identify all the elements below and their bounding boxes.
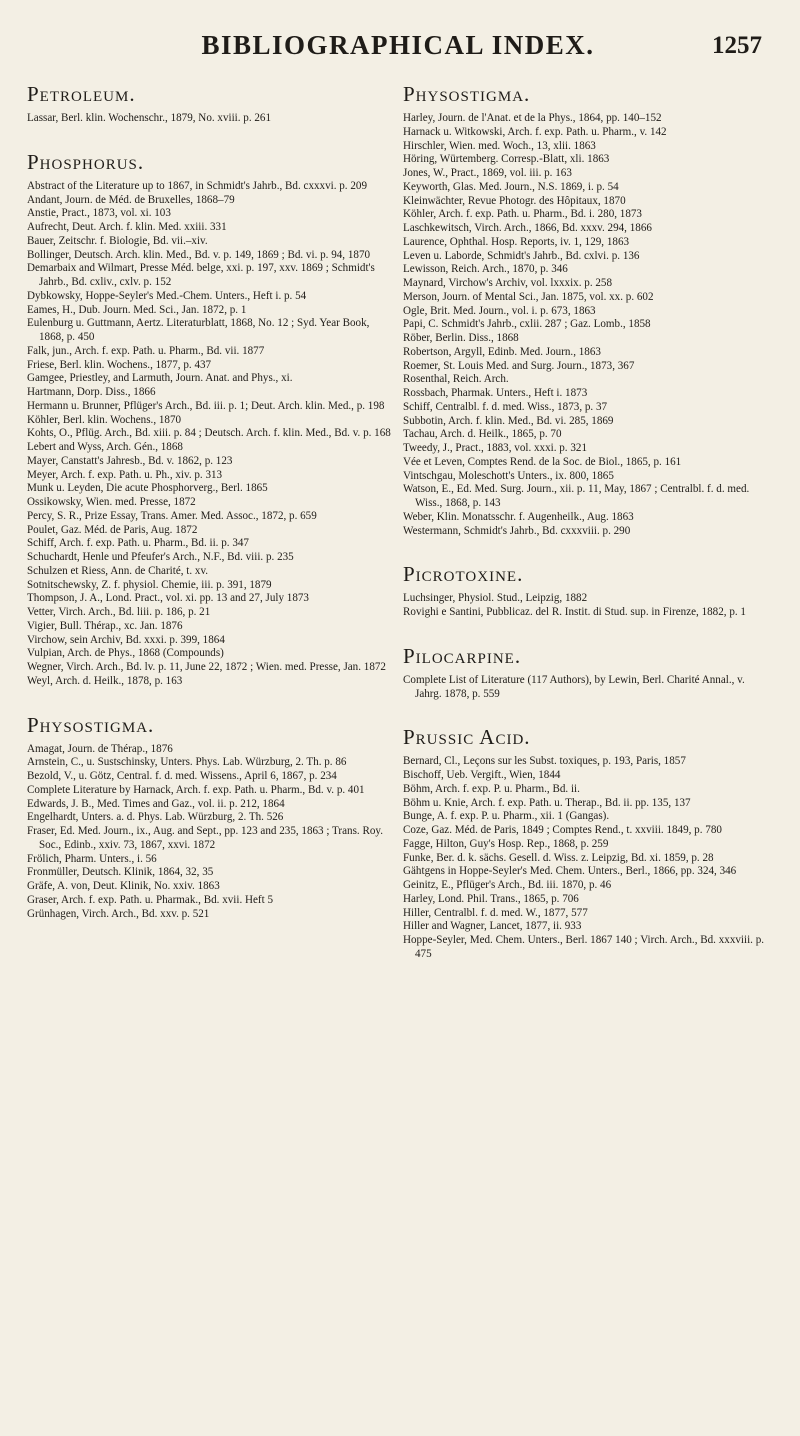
bibliography-entry: Kohts, O., Pflüg. Arch., Bd. xiii. p. 84 ; Deutsch. Arch. f. klin. Med., Bd. v. p. 168 bbox=[27, 427, 391, 440]
bibliography-entry: Tweedy, J., Pract., 1883, vol. xxxi. p. 321 bbox=[403, 442, 587, 454]
entry-list bbox=[403, 674, 768, 702]
bibliography-entry: Dybkowsky, Hoppe-Seyler's Med.-Chem. Unters., Heft i. p. 54 bbox=[27, 289, 307, 302]
bibliography-entry: Ogle, Brit. Med. Journ., vol. i. p. 673, 1863 bbox=[403, 304, 596, 317]
index-section-phosphorus bbox=[27, 150, 392, 689]
bibliography-entry: Bunge, A. f. exp. P. u. Pharm., xii. 1 (Gangas). bbox=[403, 810, 610, 823]
bibliography-entry: Anstie, Pract., 1873, vol. xi. 103 bbox=[27, 207, 171, 220]
bibliography-entry: Ossikowsky, Wien. med. Presse, 1872 bbox=[27, 496, 196, 508]
section-heading: Petroleum. bbox=[27, 82, 136, 106]
bibliography-entry: Robertson, Argyll, Edinb. Med. Journ., 1863 bbox=[403, 345, 601, 358]
bibliography-entry: Jones, W., Pract., 1869, vol. iii. p. 163 bbox=[403, 167, 572, 179]
bibliography-entry: Eames, H., Dub. Journ. Med. Sci., Jan. 1872, p. 1 bbox=[27, 303, 247, 316]
bibliography-entry: Westermann, Schmidt's Jahrb., Bd. cxxxviii. p. 290 bbox=[403, 524, 631, 537]
bibliography-entry: Böhm, Arch. f. exp. P. u. Pharm., Bd. ii. bbox=[403, 782, 580, 795]
running-title: BIBLIOGRAPHICAL INDEX. bbox=[201, 30, 595, 60]
bibliography-entry: Funke, Ber. d. k. sächs. Gesell. d. Wiss. z. Leipzig, Bd. xi. 1859, p. 28 bbox=[403, 851, 714, 864]
bibliography-entry: Rovighi e Santini, Pubblicaz. del R. Instit. di Stud. sup. in Firenze, 1882, p. 1 bbox=[403, 606, 746, 618]
bibliography-entry: Bauer, Zeitschr. f. Biologie, Bd. vii.–xiv. bbox=[27, 234, 208, 247]
bibliography-entry: Papi, C. Schmidt's Jahrb., cxlii. 287 ; Gaz. Lomb., 1858 bbox=[403, 318, 651, 331]
bibliography-entry: Grünhagen, Virch. Arch., Bd. xxv. p. 521 bbox=[27, 907, 210, 920]
bibliography-entry: Abstract of the Literature up to 1867, in Schmidt's Jahrb., Bd. cxxxvi. p. 209 bbox=[27, 179, 367, 192]
bibliography-entry: Poulet, Gaz. Méd. de Paris, Aug. 1872 bbox=[27, 523, 198, 536]
bibliography-entry: Lebert and Wyss, Arch. Gén., 1868 bbox=[27, 441, 183, 453]
bibliography-entry: Bezold, V., u. Götz, Central. f. d. med. Wissens., April 6, 1867, p. 234 bbox=[27, 770, 337, 782]
entry-list bbox=[27, 743, 392, 922]
bibliography-entry: Harley, Journ. de l'Anat. et de la Phys., 1864, pp. 140–152 bbox=[403, 112, 662, 124]
section-heading: Physostigma. bbox=[27, 712, 155, 737]
bibliography-entry: Watson, E., Ed. Med. Surg. Journ., xii. p. 11, May, 1867 ; Centralbl. f. d. med. Wiss., 1868, p. 143 bbox=[403, 483, 750, 509]
index-section-pilocarpine bbox=[403, 644, 768, 702]
index-section-physostigma bbox=[27, 713, 392, 922]
bibliography-entry: Hiller, Centralbl. f. d. med. W., 1877, 577 bbox=[403, 906, 588, 919]
bibliography-entry: Bischoff, Ueb. Vergift., Wien, 1844 bbox=[403, 769, 561, 781]
index-section-prussic-acid bbox=[403, 725, 768, 961]
bibliography-entry: Amagat, Journ. de Thérap., 1876 bbox=[27, 742, 173, 755]
bibliography-entry: Demarbaix and Wilmart, Presse Méd. belge, xxi. p. 197, xxv. 1869 ; Schmidt's Jahrb., Bd. cxliv., cxlv. p. 152 bbox=[27, 262, 375, 288]
bibliography-entry: Vulpian, Arch. de Phys., 1868 (Compounds) bbox=[27, 647, 224, 660]
bibliography-entry: Sotnitschewsky, Z. f. physiol. Chemie, iii. p. 391, 1879 bbox=[27, 578, 272, 591]
bibliography-entry: Tachau, Arch. d. Heilk., 1865, p. 70 bbox=[403, 428, 562, 441]
bibliography-entry: Meyer, Arch. f. exp. Path. u. Ph., xiv. p. 313 bbox=[27, 468, 223, 481]
bibliography-entry: Vée et Leven, Comptes Rend. de la Soc. de Biol., 1865, p. 161 bbox=[403, 455, 682, 468]
bibliography-entry: Frölich, Pharm. Unters., i. 56 bbox=[27, 852, 157, 865]
right-column bbox=[403, 82, 768, 962]
bibliography-entry: Falk, jun., Arch. f. exp. Path. u. Pharm., Bd. vii. 1877 bbox=[27, 344, 265, 357]
bibliography-entry: Complete Literature by Harnack, Arch. f. exp. Path. u. Pharm., Bd. v. p. 401 bbox=[27, 783, 365, 796]
bibliography-entry: Vigier, Bull. Thérap., xc. Jan. 1876 bbox=[27, 619, 183, 632]
bibliography-entry: Andant, Journ. de Méd. de Bruxelles, 1868–79 bbox=[27, 193, 235, 206]
entry-list bbox=[403, 112, 768, 538]
bibliography-entry: Leven u. Laborde, Schmidt's Jahrb., Bd. cxlvi. p. 136 bbox=[403, 249, 640, 262]
bibliography-entry: Graser, Arch. f. exp. Path. u. Pharmak., Bd. xvii. Heft 5 bbox=[27, 893, 274, 906]
left-column bbox=[27, 82, 392, 921]
bibliography-entry: Hoppe-Seyler, Med. Chem. Unters., Berl. 1867 140 ; Virch. Arch., Bd. xxxviii. p. 475 bbox=[403, 934, 765, 960]
bibliography-entry: Köhler, Arch. f. exp. Path. u. Pharm., Bd. i. 280, 1873 bbox=[403, 208, 642, 221]
bibliography-entry: Harley, Lond. Phil. Trans., 1865, p. 706 bbox=[403, 892, 579, 905]
bibliography-entry: Harnack u. Witkowski, Arch. f. exp. Path. u. Pharm., v. 142 bbox=[403, 125, 667, 138]
bibliography-entry: Rosenthal, Reich. Arch. bbox=[403, 373, 509, 386]
bibliography-entry: Luchsinger, Physiol. Stud., Leipzig, 1882 bbox=[403, 592, 588, 605]
section-heading: Phosphorus. bbox=[27, 149, 145, 174]
running-head bbox=[0, 30, 800, 70]
bibliography-entry: Percy, S. R., Prize Essay, Trans. Amer. Med. Assoc., 1872, p. 659 bbox=[27, 509, 317, 522]
bibliography-entry: Weyl, Arch. d. Heilk., 1878, p. 163 bbox=[27, 674, 183, 687]
bibliography-entry: Friese, Berl. klin. Wochens., 1877, p. 437 bbox=[27, 358, 212, 371]
section-heading: Picrotoxine. bbox=[403, 562, 524, 587]
bibliography-entry: Lassar, Berl. klin. Wochenschr., 1879, No. xviii. p. 261 bbox=[27, 112, 272, 124]
bibliography-entry: Röber, Berlin. Diss., 1868 bbox=[403, 332, 519, 344]
bibliography-entry: Fronmüller, Deutsch. Klinik, 1864, 32, 35 bbox=[27, 866, 214, 879]
bibliography-entry: Gräfe, A. von, Deut. Klinik, No. xxiv. 1863 bbox=[27, 880, 220, 892]
section-heading: Prussic Acid. bbox=[403, 725, 531, 750]
bibliography-entry: Schuchardt, Henle und Pfeufer's Arch., N.F., Bd. viii. p. 235 bbox=[27, 551, 294, 563]
bibliography-entry: Coze, Gaz. Méd. de Paris, 1849 ; Comptes Rend., t. xxviii. 1849, p. 780 bbox=[403, 824, 722, 836]
bibliography-entry: Maynard, Virchow's Archiv, vol. lxxxix. p. 258 bbox=[403, 277, 613, 289]
index-section-petroleum bbox=[27, 82, 392, 126]
bibliography-entry: Kleinwächter, Revue Photogr. des Hôpitaux, 1870 bbox=[403, 194, 626, 207]
bibliography-entry: Hartmann, Dorp. Diss., 1866 bbox=[27, 386, 156, 398]
bibliography-entry: Fagge, Hilton, Guy's Hosp. Rep., 1868, p. 259 bbox=[403, 837, 609, 850]
bibliography-entry: Hirschler, Wien. med. Woch., 13, xlii. 1863 bbox=[403, 139, 596, 152]
bibliography-entry: Eulenburg u. Guttmann, Aertz. Literaturblatt, 1868, No. 12 ; Syd. Year Book, 1868, p. 450 bbox=[27, 317, 370, 343]
bibliography-entry: Schiff, Arch. f. exp. Path. u. Pharm., Bd. ii. p. 347 bbox=[27, 537, 249, 550]
bibliography-entry: Merson, Journ. of Mental Sci., Jan. 1875, vol. xx. p. 602 bbox=[403, 290, 654, 303]
bibliography-entry: Hermann u. Brunner, Pflüger's Arch., Bd. iii. p. 1; Deut. Arch. klin. Med., p. 198 bbox=[27, 399, 385, 412]
bibliography-entry: Schulzen et Riess, Ann. de Charité, t. xv. bbox=[27, 564, 209, 577]
section-heading: Physostigma. bbox=[403, 82, 531, 106]
entry-list bbox=[403, 592, 768, 620]
entry-list bbox=[27, 180, 392, 689]
bibliography-entry: Munk u. Leyden, Die acute Phosphorverg., Berl. 1865 bbox=[27, 482, 268, 495]
bibliography-entry: Virchow, sein Archiv, Bd. xxxi. p. 399, 1864 bbox=[27, 633, 225, 646]
bibliography-entry: Höring, Würtemberg. Corresp.-Blatt, xli. 1863 bbox=[403, 153, 610, 166]
bibliography-entry: Bernard, Cl., Leçons sur les Subst. toxiques, p. 193, Paris, 1857 bbox=[403, 755, 686, 768]
bibliography-entry: Edwards, J. B., Med. Times and Gaz., vol. ii. p. 212, 1864 bbox=[27, 797, 285, 810]
index-section-physostigma bbox=[403, 82, 768, 538]
bibliography-entry: Lewisson, Reich. Arch., 1870, p. 346 bbox=[403, 263, 568, 276]
bibliography-entry: Weber, Klin. Monatsschr. f. Augenheilk., Aug. 1863 bbox=[403, 510, 634, 523]
bibliography-entry: Fraser, Ed. Med. Journ., ix., Aug. and Sept., pp. 123 and 235, 1863 ; Trans. Roy. Soc., Edinb., xxiv. 73, 1867, xxvi. 1872 bbox=[27, 825, 383, 851]
bibliography-entry: Wegner, Virch. Arch., Bd. lv. p. 11, June 22, 1872 ; Wien. med. Presse, Jan. 1872 bbox=[27, 661, 386, 673]
bibliography-entry: Böhm u. Knie, Arch. f. exp. Path. u. Therap., Bd. ii. pp. 135, 137 bbox=[403, 796, 691, 809]
bibliography-entry: Mayer, Canstatt's Jahresb., Bd. v. 1862, p. 123 bbox=[27, 454, 233, 467]
bibliography-entry: Complete List of Literature (117 Authors), by Lewin, Berl. Charité Annal., v. Jahrg. 1878, p. 559 bbox=[403, 673, 745, 700]
bibliography-entry: Geinitz, E., Pflüger's Arch., Bd. iii. 1870, p. 46 bbox=[403, 879, 612, 891]
bibliography-entry: Rossbach, Pharmak. Unters., Heft i. 1873 bbox=[403, 387, 588, 399]
bibliography-entry: Engelhardt, Unters. a. d. Phys. Lab. Würzburg, 2. Th. 526 bbox=[27, 811, 284, 824]
bibliography-entry: Roemer, St. Louis Med. and Surg. Journ., 1873, 367 bbox=[403, 359, 635, 372]
bibliography-entry: Vintschgau, Moleschott's Unters., ix. 800, 1865 bbox=[403, 469, 614, 482]
entry-list bbox=[403, 755, 768, 961]
bibliography-entry: Laschkewitsch, Virch. Arch., 1866, Bd. xxxv. 294, 1866 bbox=[403, 222, 652, 234]
bibliography-entry: Gamgee, Priestley, and Larmuth, Journ. Anat. and Phys., xi. bbox=[27, 372, 293, 385]
bibliography-entry: Schiff, Centralbl. f. d. med. Wiss., 1873, p. 37 bbox=[403, 400, 608, 413]
bibliography-entry: Hiller and Wagner, Lancet, 1877, ii. 933 bbox=[403, 920, 582, 933]
bibliography-entry: Köhler, Berl. klin. Wochens., 1870 bbox=[27, 413, 182, 426]
entry-list bbox=[27, 112, 392, 126]
bibliography-entry: Thompson, J. A., Lond. Pract., vol. xi. pp. 13 and 27, July 1873 bbox=[27, 592, 309, 605]
page-number: 1257 bbox=[712, 32, 762, 59]
bibliography-entry: Arnstein, C., u. Sustschinsky, Unters. Phys. Lab. Würzburg, 2. Th. p. 86 bbox=[27, 756, 347, 769]
index-section-picrotoxine bbox=[403, 562, 768, 620]
bibliography-entry: Gähtgens in Hoppe-Seyler's Med. Chem. Unters., Berl., 1866, pp. 324, 346 bbox=[403, 865, 737, 878]
bibliography-entry: Aufrecht, Deut. Arch. f. klin. Med. xxiii. 331 bbox=[27, 221, 227, 233]
bibliography-entry: Bollinger, Deutsch. Arch. klin. Med., Bd. v. p. 149, 1869 ; Bd. vi. p. 94, 1870 bbox=[27, 248, 371, 261]
section-heading: Pilocarpine. bbox=[403, 643, 522, 668]
bibliography-entry: Vetter, Virch. Arch., Bd. liii. p. 186, p. 21 bbox=[27, 606, 211, 618]
bibliography-entry: Laurence, Ophthal. Hosp. Reports, iv. 1, 129, 1863 bbox=[403, 235, 630, 248]
bibliography-entry: Keyworth, Glas. Med. Journ., N.S. 1869, i. p. 54 bbox=[403, 180, 619, 193]
bibliography-entry: Subbotin, Arch. f. klin. Med., Bd. vi. 285, 1869 bbox=[403, 414, 614, 427]
